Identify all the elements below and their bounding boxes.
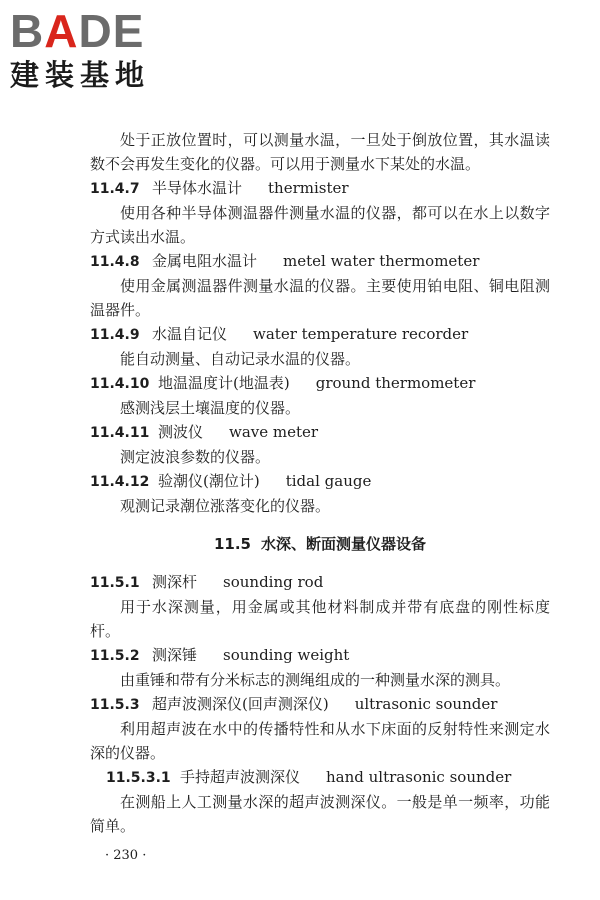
term-english: ground thermometer	[315, 374, 476, 392]
entry-number: 11.5.1	[90, 575, 140, 591]
term-chinese: 超声波测深仪(回声测深仪)	[152, 695, 329, 713]
definition: 由重锤和带有分米标志的测绳组成的一种测量水深的测具。	[120, 671, 511, 689]
term-chinese: 测深锤	[152, 646, 198, 664]
logo-wordmark: BADE	[10, 5, 145, 57]
entry-number: 11.4.7	[90, 181, 140, 197]
term-english: tidal gauge	[285, 472, 372, 490]
definition: 测定波浪参数的仪器。	[120, 448, 271, 466]
entry-11-4-11	[90, 420, 550, 469]
logo	[10, 6, 150, 92]
entry-number: 11.4.8	[90, 254, 140, 270]
entry-11-4-9	[90, 322, 550, 371]
entry-number: 11.5.2	[90, 648, 140, 664]
entry-number: 11.5.3	[90, 697, 140, 713]
page-number: · 230 ·	[105, 848, 147, 863]
term-english: hand ultrasonic sounder	[326, 768, 512, 786]
section-heading	[90, 532, 550, 556]
entry-number: 11.4.9	[90, 327, 140, 343]
definition: 用于水深测量，用金属或其他材料制成并带有底盘的刚性标度杆。	[90, 598, 550, 640]
definition: 感测浅层土壤温度的仪器。	[120, 399, 301, 417]
term-chinese: 手持超声波测深仪	[180, 768, 301, 786]
term-chinese: 验潮仪(潮位计)	[158, 472, 260, 490]
term-english: ultrasonic sounder	[354, 695, 498, 713]
entry-number: 11.5.3.1	[106, 770, 171, 786]
entry-11-4-10	[90, 371, 550, 420]
entry-number: 11.4.12	[90, 474, 150, 490]
definition: 能自动测量、自动记录水温的仪器。	[120, 350, 361, 368]
term-english: sounding weight	[223, 646, 350, 664]
entry-number: 11.4.10	[90, 376, 150, 392]
entry-11-5-3	[90, 692, 550, 765]
section-title: 水深、断面测量仪器设备	[261, 535, 427, 553]
entry-11-4-12	[90, 469, 550, 518]
document-body	[90, 128, 550, 838]
term-chinese: 金属电阻水温计	[152, 252, 258, 270]
term-chinese: 地温温度计(地温表)	[158, 374, 290, 392]
definition: 使用金属测温器件测量水温的仪器。主要使用铂电阻、铜电阻测温器件。	[90, 277, 550, 319]
definition: 利用超声波在水中的传播特性和从水下床面的反射特性来测定水深的仪器。	[90, 720, 550, 762]
entry-11-5-1	[90, 570, 550, 643]
entry-11-4-8	[90, 249, 550, 322]
logo-subtitle: 建装基地	[10, 58, 151, 92]
definition: 观测记录潮位涨落变化的仪器。	[120, 497, 331, 515]
entry-11-5-2	[90, 643, 550, 692]
definition: 在测船上人工测量水深的超声波测深仪。一般是单一频率，功能简单。	[90, 793, 550, 835]
definition: 使用各种半导体测温器件测量水温的仪器，都可以在水上以数字方式读出水温。	[90, 204, 550, 246]
term-english: metel water thermometer	[283, 252, 480, 270]
entry-number: 11.4.11	[90, 425, 150, 441]
term-english: wave meter	[229, 423, 319, 441]
term-chinese: 水温自记仪	[152, 325, 228, 343]
term-chinese: 测波仪	[158, 423, 204, 441]
term-english: water temperature recorder	[253, 325, 469, 343]
term-english: thermister	[268, 179, 349, 197]
term-chinese: 测深杆	[152, 573, 198, 591]
term-english: sounding rod	[223, 573, 324, 591]
entry-11-5-3-1	[90, 765, 550, 790]
term-chinese: 半导体水温计	[152, 179, 243, 197]
paragraph-continuation: 处于正放位置时，可以测量水温，一旦处于倒放位置，其水温读数不会再发生变化的仪器。可以用于测量水下某处的水温。	[90, 131, 550, 173]
entry-11-4-7	[90, 176, 550, 249]
section-number: 11.5	[213, 535, 251, 553]
